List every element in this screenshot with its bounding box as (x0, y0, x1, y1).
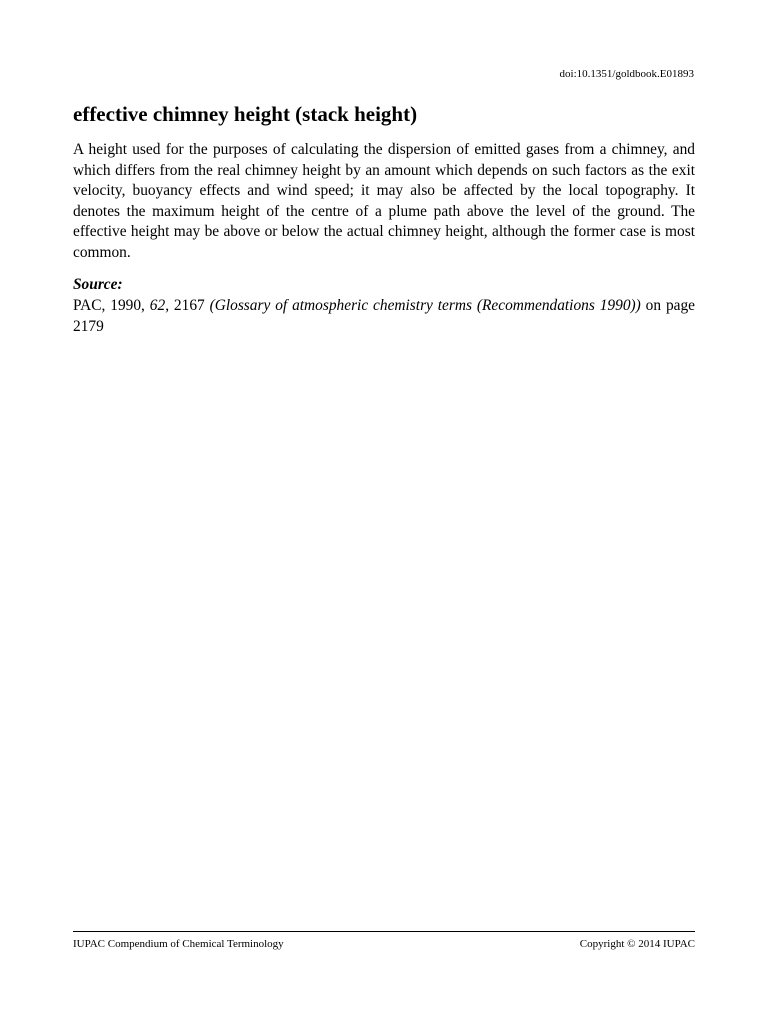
footer-divider (73, 931, 695, 932)
term-title: effective chimney height (stack height) (73, 102, 418, 126)
term-definition: A height used for the purposes of calculating the dispersion of emitted gases from a chimney, and which differs from the real chimney height by an amount which depends on such factors as the exit velocity, buoyancy effects and wind speed; it may also be affected by the local topography. It denotes the maximum height of the centre of a plume path above the level of the ground. The effective height may be above or below the actual chimney height, although the former case is most common. (73, 141, 695, 261)
source-title: (Glossary of atmospheric chemistry terms (Recommendations 1990)) (209, 297, 641, 314)
source-volume: 62 (149, 297, 166, 314)
source-page-ref: on page 2179 (73, 297, 695, 335)
source-journal: PAC, 1990, (73, 297, 150, 314)
footer-copyright: Copyright © 2014 IUPAC (579, 938, 695, 950)
footer-compendium-name: IUPAC Compendium of Chemical Terminology (73, 938, 284, 950)
source-label: Source: (73, 276, 123, 293)
source-page-start: , 2167 (165, 297, 210, 314)
doi-reference: doi:10.1351/goldbook.E01893 (559, 68, 694, 80)
source-citation (73, 296, 695, 337)
